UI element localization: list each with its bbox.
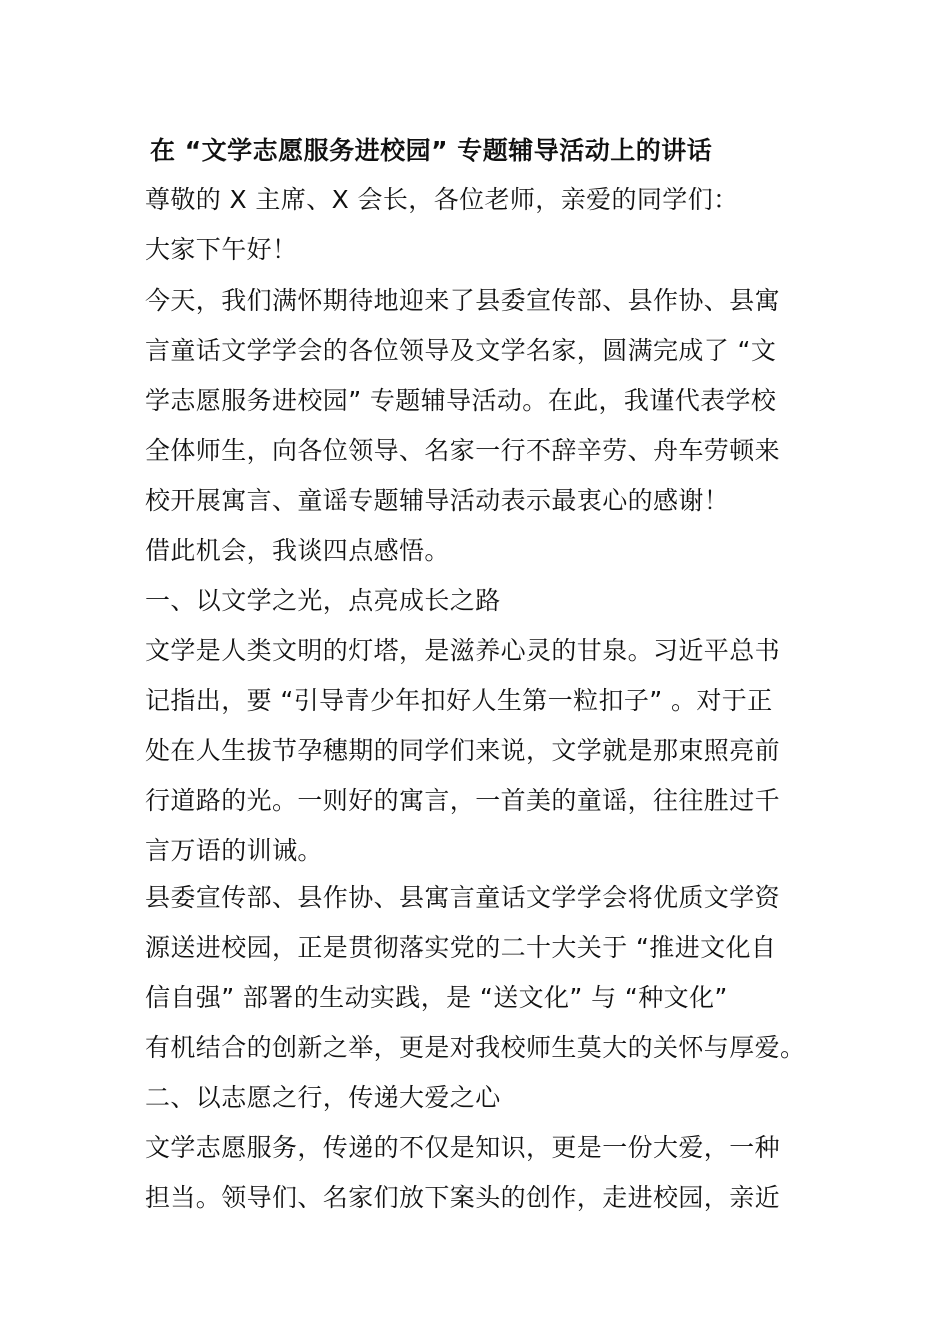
document-title: 在 “文学志愿服务进校园” 专题辅导活动上的讲话 [150,136,713,165]
paragraph-line: 行道路的光。一则好的寓言，一首美的童谣，往往胜过千 [145,786,781,815]
paragraph-line: 源送进校园，正是贯彻落实党的二十大关于 “推进文化自 [145,933,777,962]
paragraph-line: 言万语的训诫。 [145,836,323,865]
paragraph-line: 学志愿服务进校园” 专题辅导活动。在此，我谨代表学校 [145,386,777,415]
paragraph-line: 借此机会，我谈四点感悟。 [145,536,450,565]
paragraph-line: 处在人生拔节孕穗期的同学们来说，文学就是那束照亮前 [145,736,781,765]
section-heading: 二、以志愿之行，传递大爱之心 [145,1083,501,1112]
paragraph-line: 信自强” 部署的生动实践，是 “送文化” 与 “种文化” [145,983,728,1012]
paragraph-line: 记指出，要 “引导青少年扣好人生第一粒扣子” 。对于正 [145,686,773,715]
paragraph-line: 文学是人类文明的灯塔，是滋养心灵的甘泉。习近平总书 [145,636,781,665]
paragraph-line: 文学志愿服务，传递的不仅是知识，更是一份大爱，一种 [145,1133,781,1162]
paragraph-line: 担当。领导们、名家们放下案头的创作，走进校园，亲近 [145,1183,781,1212]
paragraph-line: 今天，我们满怀期待地迎来了县委宣传部、县作协、县寓 [145,286,781,315]
paragraph-line: 全体师生，向各位领导、名家一行不辞辛劳、舟车劳顿来 [145,436,781,465]
paragraph-line: 县委宣传部、县作协、县寓言童话文学学会将优质文学资 [145,883,781,912]
paragraph-line: 大家下午好！ [145,235,298,264]
paragraph-line: 有机结合的创新之举，更是对我校师生莫大的关怀与厚爱。 [145,1033,806,1062]
paragraph-line: 尊敬的 X 主席、X 会长，各位老师，亲爱的同学们： [145,185,739,214]
section-heading: 一、以文学之光，点亮成长之路 [145,586,501,615]
paragraph-line: 言童话文学学会的各位领导及文学名家，圆满完成了 “文 [145,336,777,365]
paragraph-line: 校开展寓言、童谣专题辅导活动表示最衷心的感谢！ [145,486,730,515]
